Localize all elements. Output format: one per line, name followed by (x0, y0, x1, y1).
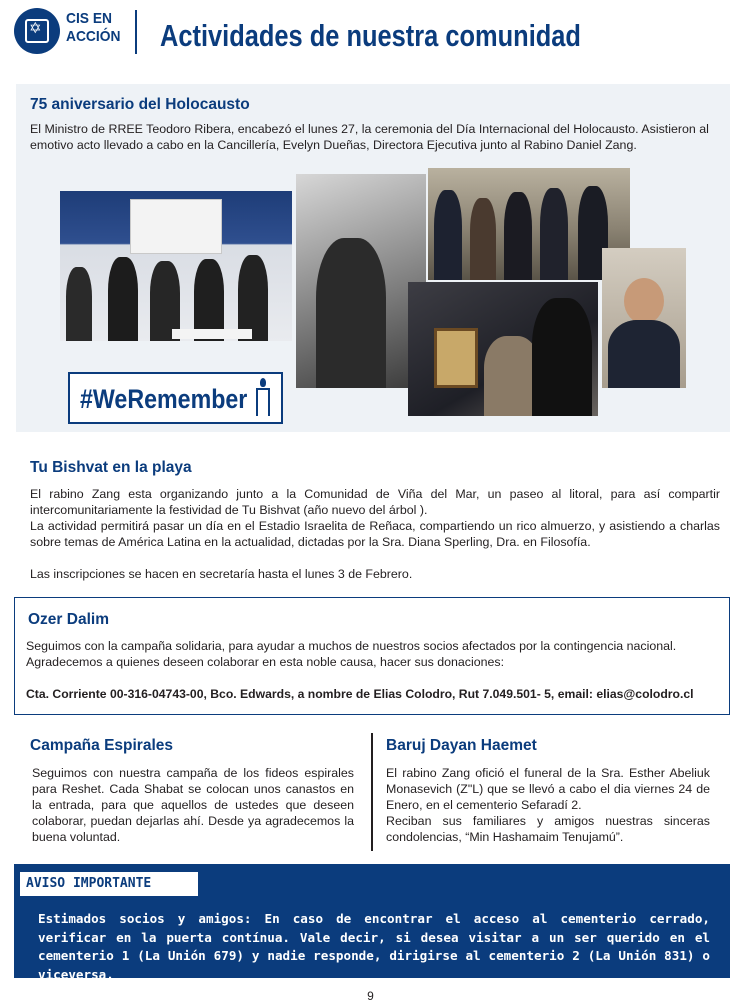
baruj-paragraph-1: El rabino Zang ofició el funeral de la Sra. Esther Abeliuk Monasevich (Z"L) que se llevó a cabo el dia viernes 24 de Enero, en el cementerio Sefaradí 2. (386, 766, 710, 812)
espirales-title: Campaña Espirales (30, 737, 174, 754)
page-number: 9 (367, 989, 374, 1003)
candle-flame-icon (260, 378, 266, 387)
brand-line-2: ACCIÓN (66, 28, 121, 45)
header-divider (135, 10, 137, 54)
award-photo (408, 282, 598, 416)
survivor-photo (296, 174, 426, 388)
espirales-body: Seguimos con nuestra campaña de los fideos espirales para Reshet. Cada Shabat se colocan unos canastos en la entrada, para que aquellos de ustedes que deseen colaborar, puedan dejarlas ahí. Desde ya agradecemos la buena voluntad. (32, 766, 354, 844)
brand-line-1: CIS EN (66, 10, 113, 27)
baruj-title: Baruj Dayan Haemet (386, 737, 537, 754)
page-header (0, 0, 741, 70)
column-divider (371, 733, 373, 851)
ozer-body: Seguimos con la campaña solidaria, para ayudar a muchos de nuestros socios afectados por la contingencia nacional. Agradecemos a quienes deseen colaborar en esta noble causa, hacer sus donaciones: (26, 639, 677, 669)
bishvat-paragraph-2: La actividad permitirá pasar un día en el Estadio Israelita de Reñaca, compartiendo un rico almuerzo, y asistiendo a charlas sobre temas de América Latina en la actualidad, dictadas por la Sra. Diana Sperling, Dra. en Filosofía. (30, 519, 720, 549)
holocausto-body: El Ministro de RREE Teodoro Ribera, encabezó el lunes 27, la ceremonia del Día Internacional del Holocausto. Asistieron al emotivo acto llevado a cabo en la Cancillería, Evelyn Dueñas, Directora Ejecutiva junto al Rabino Daniel Zang. (30, 122, 709, 152)
cis-logo-icon: ✡ (14, 8, 60, 54)
weremember-badge (68, 372, 283, 424)
ozer-title: Ozer Dalim (28, 611, 109, 628)
ozer-account: Cta. Corriente 00-316-04743-00, Bco. Edwards, a nombre de Elias Colodro, Rut 7.049.501- 5, email: elias@colodro.cl (26, 687, 694, 701)
aviso-body: Estimados socios y amigos: En caso de encontrar el acceso al cementerio cerrado, verificar en la puerta contínua. Vale decir, si desea visitar a un ser querido en el cementerio 1 (La Unión 679) y nadie responde, dirigirse al cementerio 2 (La Unión 831) o viceversa. (38, 911, 710, 982)
ceremony-photo (60, 191, 292, 341)
bishvat-paragraph-1: El rabino Zang esta organizando junto a la Comunidad de Viña del Mar, un paseo al litoral, para así compartir intercomunitariamente la festividad de Tu Bishvat (año nuevo del árbol ). (30, 487, 720, 517)
bishvat-paragraph-3: Las inscripciones se hacen en secretaría hasta el lunes 3 de Febrero. (30, 567, 413, 581)
aviso-label-text: AVISO IMPORTANTE (26, 876, 152, 891)
brand-name (66, 10, 120, 46)
aviso-label (20, 872, 198, 896)
rabbi-photo (602, 248, 686, 388)
candle-icon (256, 388, 270, 416)
bishvat-title: Tu Bishvat en la playa (30, 459, 192, 476)
page-title: Actividades de nuestra comunidad (160, 18, 581, 53)
holocausto-title: 75 aniversario del Holocausto (30, 96, 250, 113)
baruj-paragraph-2: Reciban sus familiares y amigos nuestras sinceras condolencias, “Min Hashamaim Tenujamú”. (386, 814, 710, 844)
group-photo (428, 168, 630, 280)
aviso-banner (14, 864, 730, 982)
hashtag-text: #WeRemember (80, 384, 248, 414)
